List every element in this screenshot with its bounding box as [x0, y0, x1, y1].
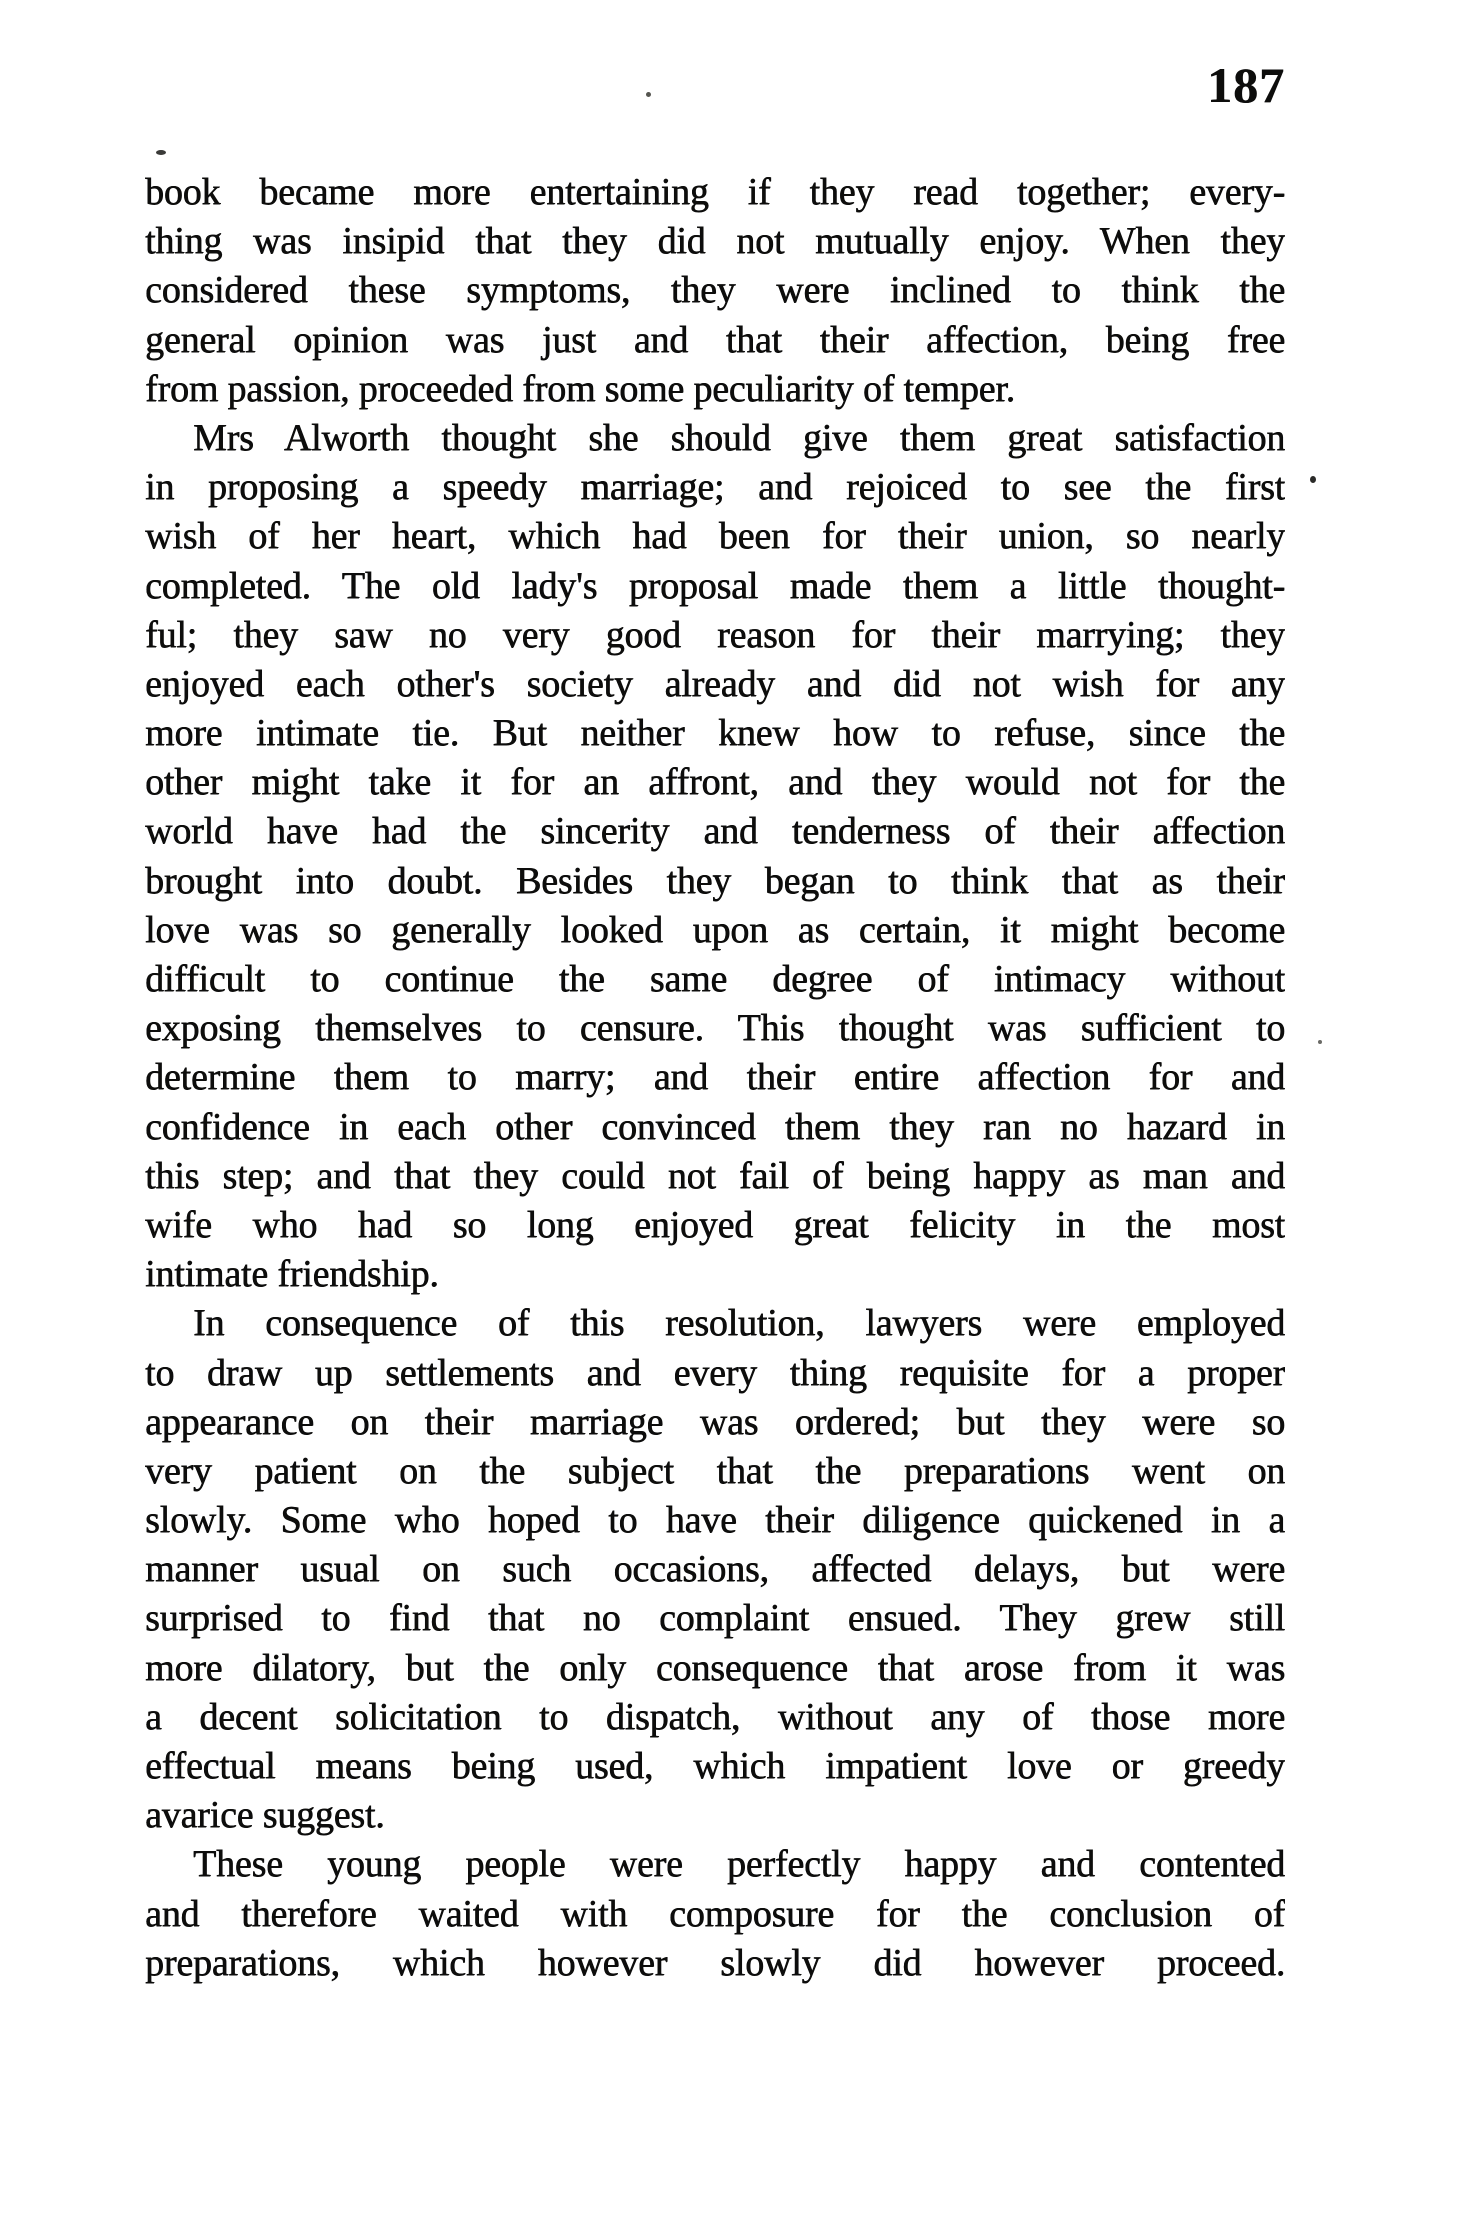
text-line: general opinion was just and that their affection, being free [145, 318, 1285, 361]
scan-speck [1310, 476, 1316, 483]
scan-speck [1318, 1040, 1322, 1044]
paragraph [145, 1299, 1285, 1840]
text-line: In consequence of this resolution, lawyers were employed [193, 1302, 1285, 1345]
text-block [145, 168, 1285, 1988]
text-line: thing was insipid that they did not mutually enjoy. When they [145, 220, 1285, 263]
text-line: These young people were perfectly happy and contented [193, 1843, 1285, 1886]
text-line: and therefore waited with composure for the conclusion of [145, 1892, 1285, 1935]
text-line: exposing themselves to censure. This thought was sufficient to [145, 1007, 1285, 1050]
text-line: slowly. Some who hoped to have their diligence quickened in a [145, 1499, 1285, 1542]
text-line: enjoyed each other's society already and did not wish for any [145, 662, 1285, 705]
text-line: this step; and that they could not fail of being happy as man and [145, 1154, 1285, 1197]
text-line: effectual means being used, which impatient love or greedy [145, 1745, 1285, 1787]
text-line: more dilatory, but the only consequence that arose from it was [145, 1646, 1285, 1689]
page-number: 187 [1207, 57, 1285, 113]
text-line: a decent solicitation to dispatch, without any of those more [145, 1695, 1285, 1738]
text-line: avarice suggest. [145, 1794, 385, 1837]
text-line: from passion, proceeded from some peculiarity of temper. [145, 367, 1015, 410]
text-line: brought into doubt. Besides they began to think that as their [145, 859, 1285, 902]
text-line: appearance on their marriage was ordered; but they were so [145, 1400, 1285, 1443]
text-line: world have had the sincerity and tenderness of their affection [145, 810, 1285, 853]
text-line: considered these symptoms, they were inclined to think the [145, 269, 1285, 312]
text-line: very patient on the subject that the preparations went on [145, 1449, 1285, 1492]
text-line: preparations, which however slowly did however proceed. [145, 1941, 1285, 1984]
text-line: book became more entertaining if they read together; every- [145, 171, 1285, 213]
text-line: ful; they saw no very good reason for their marrying; they [145, 613, 1285, 656]
scan-speck [646, 92, 651, 97]
scan-speck [156, 150, 166, 155]
text-line: manner usual on such occasions, affected delays, but were [145, 1548, 1285, 1591]
text-line: love was so generally looked upon as certain, it might become [145, 908, 1285, 951]
text-line: wish of her heart, which had been for their union, so nearly [145, 515, 1285, 558]
text-line: wife who had so long enjoyed great felicity in the most [145, 1203, 1285, 1246]
text-line: in proposing a speedy marriage; and rejoiced to see the first [145, 466, 1285, 509]
text-line: to draw up settlements and every thing requisite for a proper [145, 1351, 1285, 1394]
text-line: determine them to marry; and their entire affection for and [145, 1056, 1285, 1099]
text-line: more intimate tie. But neither knew how to refuse, since the [145, 712, 1285, 755]
paragraph [145, 414, 1285, 1299]
text-line: difficult to continue the same degree of intimacy without [145, 958, 1285, 1000]
paragraph [145, 168, 1285, 414]
text-line: surprised to find that no complaint ensued. They grew still [145, 1597, 1285, 1640]
text-line: confidence in each other convinced them they ran no hazard in [145, 1105, 1285, 1148]
paragraph [145, 1840, 1285, 1988]
text-line: completed. The old lady's proposal made them a little thought- [145, 564, 1285, 607]
text-line: intimate friendship. [145, 1253, 439, 1296]
text-line: Mrs Alworth thought she should give them great satisfaction [193, 416, 1285, 459]
text-line: other might take it for an affront, and they would not for the [145, 761, 1285, 804]
